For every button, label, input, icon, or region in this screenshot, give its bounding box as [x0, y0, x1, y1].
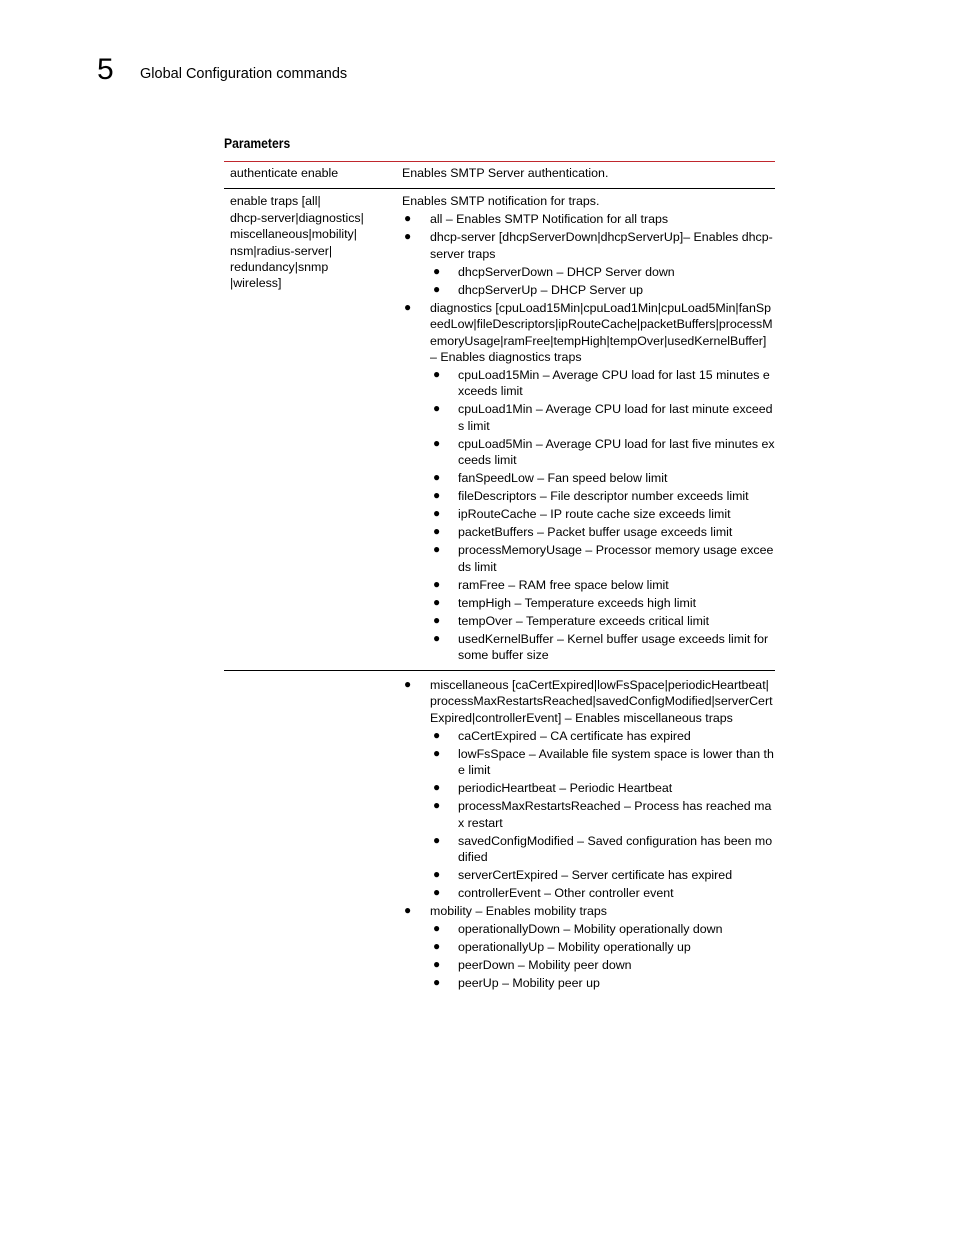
- list-item: [430, 957, 775, 973]
- bullet-icon: ●: [433, 921, 441, 936]
- list-item: [402, 211, 775, 227]
- description-cell: [396, 189, 775, 670]
- bullet-icon: ●: [433, 524, 441, 539]
- list-item: [402, 229, 775, 298]
- bullet-icon: ●: [433, 630, 441, 645]
- list-item: [430, 885, 775, 901]
- list-item: [430, 867, 775, 883]
- list-item-text: all – Enables SMTP Notification for all traps: [430, 212, 669, 227]
- list-item-text: caCertExpired – CA certificate has expired: [458, 728, 691, 743]
- list-item: [430, 401, 775, 434]
- sub-bullet-list: [430, 264, 775, 298]
- list-item: [430, 506, 775, 522]
- table-row: [224, 189, 775, 671]
- list-item: [430, 282, 775, 298]
- list-item-text: lowFsSpace – Available file system space is lower than the limit: [458, 746, 774, 778]
- list-item: [430, 595, 775, 611]
- list-item: [430, 631, 775, 664]
- bullet-list: [402, 211, 775, 663]
- chapter-number: 5: [97, 53, 114, 86]
- list-item-text: processMemoryUsage – Processor memory usage exceeds limit: [458, 543, 774, 574]
- list-item-text: peerUp – Mobility peer up: [458, 976, 600, 991]
- list-item-text: serverCertExpired – Server certificate has expired: [458, 868, 733, 883]
- param-line: redundancy|snmp: [230, 260, 329, 275]
- param-cell: authenticate enable: [230, 166, 339, 180]
- param-line: |wireless]: [230, 276, 282, 291]
- bullet-icon: ●: [433, 745, 441, 760]
- list-item: [430, 613, 775, 629]
- list-item-text: peerDown – Mobility peer down: [458, 958, 632, 973]
- list-item: [430, 577, 775, 593]
- list-item-text: fanSpeedLow – Fan speed below limit: [458, 471, 668, 486]
- parameters-table: [224, 161, 775, 999]
- list-item-text: ramFree – RAM free space below limit: [458, 577, 669, 592]
- list-item: [430, 542, 775, 575]
- bullet-icon: ●: [433, 885, 441, 900]
- list-item-text: cpuLoad5Min – Average CPU load for last five minutes exceeds limit: [458, 436, 775, 468]
- list-item: [430, 746, 775, 779]
- bullet-list: [402, 677, 775, 991]
- list-item-text: periodicHeartbeat – Periodic Heartbeat: [458, 781, 673, 796]
- list-item: [402, 300, 775, 664]
- table-row: [224, 162, 775, 189]
- bullet-icon: ●: [433, 542, 441, 557]
- bullet-icon: ●: [404, 211, 412, 226]
- list-item: [430, 939, 775, 955]
- list-item: [430, 524, 775, 540]
- bullet-icon: ●: [433, 576, 441, 591]
- sub-bullet-list: [430, 367, 775, 663]
- list-item: [430, 367, 775, 400]
- list-item-text: dhcp-server [dhcpServerDown|dhcpServerUp]– Enables dhcp-server traps: [430, 230, 773, 261]
- list-item-text: dhcpServerDown – DHCP Server down: [458, 264, 675, 279]
- list-item: [430, 975, 775, 991]
- param-line: miscellaneous|mobility|: [230, 227, 357, 242]
- list-item-text: packetBuffers – Packet buffer usage exceeds limit: [458, 525, 733, 540]
- bullet-icon: ●: [404, 229, 412, 244]
- description-intro: Enables SMTP notification for traps.: [402, 194, 600, 209]
- list-item: [430, 470, 775, 486]
- sub-bullet-list: [430, 728, 775, 902]
- running-title: Global Configuration commands: [140, 66, 348, 82]
- bullet-icon: ●: [433, 939, 441, 954]
- table-row: [224, 671, 775, 998]
- list-item: [430, 488, 775, 504]
- bullet-icon: ●: [433, 727, 441, 742]
- list-item: [402, 903, 775, 991]
- bullet-icon: ●: [433, 488, 441, 503]
- list-item: [430, 264, 775, 280]
- bullet-icon: ●: [433, 832, 441, 847]
- list-item-text: miscellaneous [caCertExpired|lowFsSpace|periodicHeartbeat|processMaxRestartsReached|savedConfigModified|serverCertExpired|controllerEvent] – Enables miscellaneous traps: [430, 678, 773, 725]
- bullet-icon: ●: [433, 798, 441, 813]
- bullet-icon: ●: [433, 957, 441, 972]
- list-item: [430, 833, 775, 866]
- list-item: [430, 436, 775, 469]
- param-line: enable traps [all|: [230, 194, 321, 209]
- bullet-icon: ●: [433, 594, 441, 609]
- bullet-icon: ●: [433, 506, 441, 521]
- bullet-icon: ●: [433, 867, 441, 882]
- bullet-icon: ●: [404, 299, 412, 314]
- list-item-text: processMaxRestartsReached – Process has reached max restart: [458, 799, 772, 830]
- list-item-text: mobility – Enables mobility traps: [430, 904, 607, 919]
- description-cell: [396, 671, 775, 998]
- list-item-text: usedKernelBuffer – Kernel buffer usage exceeds limit for some buffer size: [458, 631, 769, 663]
- description-cell: Enables SMTP Server authentication.: [402, 166, 609, 180]
- list-item: [430, 921, 775, 937]
- bullet-icon: ●: [433, 281, 441, 296]
- list-item: [430, 798, 775, 831]
- bullet-icon: ●: [433, 435, 441, 450]
- list-item-text: savedConfigModified – Saved configuration has been modified: [458, 833, 773, 865]
- list-item-text: ipRouteCache – IP route cache size exceeds limit: [458, 507, 731, 522]
- sub-bullet-list: [430, 921, 775, 991]
- list-item-text: operationallyDown – Mobility operationally down: [458, 922, 723, 937]
- list-item-text: tempOver – Temperature exceeds critical limit: [458, 613, 710, 628]
- bullet-icon: ●: [404, 903, 412, 918]
- bullet-icon: ●: [433, 975, 441, 990]
- bullet-icon: ●: [433, 401, 441, 416]
- list-item-text: diagnostics [cpuLoad15Min|cpuLoad1Min|cpuLoad5Min|fanSpeedLow|fileDescriptors|ipRouteCache|packetBuffers|processMemoryUsage|ramFree|tempHigh|tempOver|usedKernelBuffer] – Enables diagnostics traps: [430, 300, 773, 365]
- list-item-text: cpuLoad1Min – Average CPU load for last minute exceeds limit: [458, 402, 773, 433]
- list-item-text: cpuLoad15Min – Average CPU load for last 15 minutes exceeds limit: [458, 368, 770, 399]
- param-cell: [224, 671, 396, 998]
- list-item: [430, 728, 775, 744]
- list-item-text: tempHigh – Temperature exceeds high limit: [458, 595, 697, 610]
- param-line: dhcp-server|diagnostics|: [230, 210, 364, 225]
- section-title: Parameters: [224, 136, 291, 151]
- param-cell: [224, 189, 396, 670]
- list-item-text: fileDescriptors – File descriptor number exceeds limit: [458, 489, 749, 504]
- bullet-icon: ●: [433, 263, 441, 278]
- list-item-text: dhcpServerUp – DHCP Server up: [458, 282, 644, 297]
- bullet-icon: ●: [433, 612, 441, 627]
- list-item: [402, 677, 775, 901]
- list-item-text: controllerEvent – Other controller event: [458, 886, 674, 901]
- bullet-icon: ●: [433, 470, 441, 485]
- param-line: nsm|radius-server|: [230, 243, 333, 258]
- list-item-text: operationallyUp – Mobility operationally up: [458, 940, 691, 955]
- bullet-icon: ●: [433, 780, 441, 795]
- bullet-icon: ●: [404, 677, 412, 692]
- list-item: [430, 780, 775, 796]
- bullet-icon: ●: [433, 367, 441, 382]
